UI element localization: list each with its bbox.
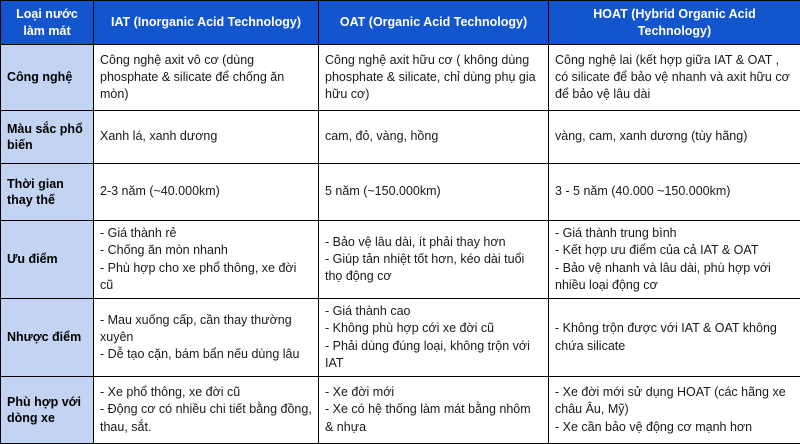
cell-line: - Bảo vệ lâu dài, ít phải thay hơn xyxy=(325,234,542,251)
cell-advantages-oat xyxy=(319,221,549,299)
cell-colors-oat xyxy=(319,111,549,164)
cell-line: - Xe đời mới sử dụng HOAT (các hãng xe châu Âu, Mỹ) xyxy=(555,384,794,419)
cell-line: - Dễ tạo cặn, bám bẩn nếu dùng lâu xyxy=(100,346,312,363)
cell-line: Công nghệ lai (kết hợp giữa IAT & OAT , có silicate để bảo vệ nhanh và axit hữu cơ để bảo vệ lâu dài xyxy=(555,52,794,104)
cell-line: - Bảo vệ nhanh và lâu dài, phù hợp với nhiều loại động cơ xyxy=(555,260,794,295)
cell-interval-oat xyxy=(319,164,549,221)
cell-line: - Xe cần bảo vệ động cơ mạnh hơn xyxy=(555,419,794,436)
row-label-suitable-vehicles: Phù hợp với dòng xe xyxy=(1,377,94,444)
table-row xyxy=(1,377,800,444)
cell-line: 2-3 năm (~40.000km) xyxy=(100,183,312,200)
row-label-technology: Công nghệ xyxy=(1,45,94,111)
table-row xyxy=(1,111,800,164)
cell-colors-iat xyxy=(94,111,319,164)
cell-disadvantages-oat xyxy=(319,299,549,377)
cell-line: Xanh lá, xanh dương xyxy=(100,128,312,145)
table-header-row xyxy=(1,1,800,45)
row-label-common-colors: Màu sắc phổ biến xyxy=(1,111,94,164)
cell-line: - Giá thành cao xyxy=(325,303,542,320)
cell-line: - Xe đời mới xyxy=(325,384,542,401)
cell-line: - Kết hợp ưu điểm của cả IAT & OAT xyxy=(555,242,794,259)
table-row xyxy=(1,45,800,111)
cell-vehicles-iat xyxy=(94,377,319,444)
cell-disadvantages-hoat xyxy=(549,299,800,377)
cell-line: Công nghệ axit hữu cơ ( không dùng phosphate & silicate, chỉ dùng phụ gia hữu cơ) xyxy=(325,52,542,104)
cell-line: vàng, cam, xanh dương (tùy hãng) xyxy=(555,128,794,145)
cell-line: Công nghệ axit vô cơ (dùng phosphate & silicate để chống ăn mòn) xyxy=(100,52,312,104)
table-row xyxy=(1,164,800,221)
cell-line: - Giá thành rẻ xyxy=(100,225,312,242)
cell-line: - Không phù hợp cới xe đời cũ xyxy=(325,320,542,337)
table-row xyxy=(1,221,800,299)
cell-technology-hoat xyxy=(549,45,800,111)
column-header-iat: IAT (Inorganic Acid Technology) xyxy=(94,1,319,45)
cell-line: cam, đỏ, vàng, hồng xyxy=(325,128,542,145)
cell-line: - Không trộn được với IAT & OAT không chứa silicate xyxy=(555,320,794,355)
row-label-disadvantages: Nhược điểm xyxy=(1,299,94,377)
cell-technology-oat xyxy=(319,45,549,111)
cell-interval-hoat xyxy=(549,164,800,221)
cell-colors-hoat xyxy=(549,111,800,164)
cell-line: - Phải dùng đúng loại, không trộn với IAT xyxy=(325,338,542,373)
column-header-hoat: HOAT (Hybrid Organic Acid Technology) xyxy=(549,1,800,45)
cell-interval-iat xyxy=(94,164,319,221)
cell-line: - Phù hợp cho xe phổ thông, xe đời cũ xyxy=(100,260,312,295)
cell-line: - Động cơ có nhiều chi tiết bằng đồng, thau, sắt. xyxy=(100,401,312,436)
cell-advantages-iat xyxy=(94,221,319,299)
cell-line: 5 năm (~150.000km) xyxy=(325,183,542,200)
cell-technology-iat xyxy=(94,45,319,111)
cell-line: - Xe có hệ thống làm mát bằng nhôm & nhựa xyxy=(325,401,542,436)
column-header-coolant-type: Loại nước làm mát xyxy=(1,1,94,45)
table-row xyxy=(1,299,800,377)
cell-advantages-hoat xyxy=(549,221,800,299)
cell-line: - Chống ăn mòn nhanh xyxy=(100,242,312,259)
cell-line: - Giúp tản nhiệt tốt hơn, kéo dài tuổi thọ động cơ xyxy=(325,251,542,286)
cell-line: - Giá thành trung bình xyxy=(555,225,794,242)
cell-line: - Mau xuống cấp, cần thay thường xuyên xyxy=(100,312,312,347)
cell-disadvantages-iat xyxy=(94,299,319,377)
row-label-replacement-interval: Thời gian thay thế xyxy=(1,164,94,221)
cell-line: - Xe phổ thông, xe đời cũ xyxy=(100,384,312,401)
cell-vehicles-oat xyxy=(319,377,549,444)
cell-line: 3 - 5 năm (40.000 ~150.000km) xyxy=(555,183,794,200)
cell-vehicles-hoat xyxy=(549,377,800,444)
column-header-oat: OAT (Organic Acid Technology) xyxy=(319,1,549,45)
row-label-advantages: Ưu điểm xyxy=(1,221,94,299)
